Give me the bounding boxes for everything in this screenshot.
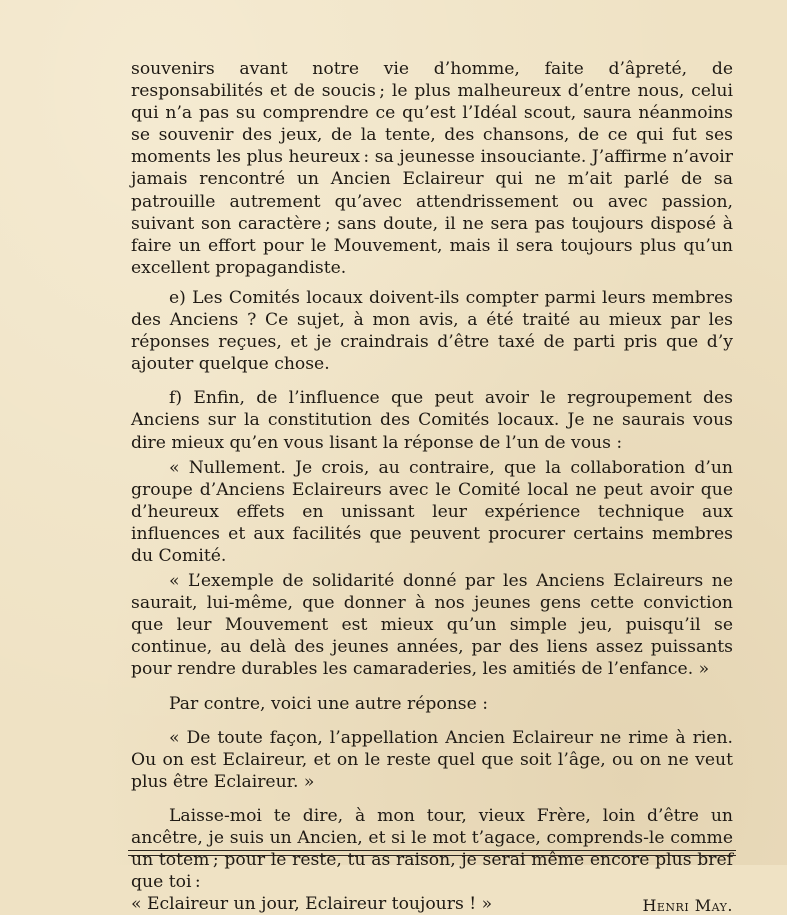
paragraph-e-comites-locaux: e) Les Comités locaux doivent-ils compter parmi leurs membres des Anciens ? Ce sujet, à mon avis, a été traité au mieux par les réponses reçues, et je craindrais d’être taxé de parti pris que d’y ajouter quelque chose. <box>131 287 733 375</box>
quote-nullement: « Nullement. Je crois, au contraire, que la collaboration d’un groupe d’Anciens Eclaireurs avec le Comité local ne peut avoir que d’heureux effets en unissant leur expérience technique aux influences et aux facilités que peuvent procurer certains membres du Comité. <box>131 457 733 566</box>
quote-exemple-solidarite: « L’exemple de solidarité donné par les Anciens Eclaireurs ne saurait, lui-même, que donner à nos jeunes gens cette conviction que leur Mouvement est mieux qu’un simple jeu, puisqu’il se continue, au delà des jeunes années, par des liens assez puissants pour rendre durables les camaraderies, les amitiés de l’enfance. » <box>131 571 733 680</box>
author-signature: Henri May. <box>642 896 733 915</box>
paragraph-par-contre: Par contre, voici une autre réponse : <box>169 693 489 714</box>
paragraph-souvenirs: souvenirs avant notre vie d’homme, faite d’âpreté, de responsabilités et de soucis ; le plus malheureux d’entre nous, celui qui n’a pas su comprendre ce qu’est l’Idéal scout, saura néanmoins se souvenir des jeux, de la tente, des chansons, de ce qui fut ses moments les plus heureux : sa jeunesse insouciante. J’affirme n’avoir jamais rencontré un Ancien Eclaireur qui ne m’ait parlé de sa patrouille autrement qu’avec attendrissement ou avec passion, suivant son caractère ; sans doute, il ne sera pas toujours disposé à faire un effort pour le Mouvement, mais il sera toujours plus qu’un excellent propagandiste. <box>131 59 733 278</box>
bottom-rule-bottom <box>128 855 736 856</box>
paragraph-laisse-moi: Laisse-moi te dire, à mon tour, vieux Frère, loin d’être un ancêtre, je suis un Ancien, et si le mot t’agace, comprends-le comme un totem ; pour le reste, tu as raison, je serai même encore plus bref que toi : <box>131 805 733 893</box>
quote-appellation: « De toute façon, l’appellation Ancien Eclaireur ne rime à rien. Ou on est Eclaireur, et on le reste quel que soit l’âge, ou on ne veut plus être Eclaireur. » <box>131 727 733 792</box>
paragraph-f-influence: f) Enfin, de l’influence que peut avoir le regroupement des Anciens sur la constitution des Comités locaux. Je ne saurais vous dire mieux qu’en vous lisant la réponse de l’un de vous : <box>131 388 733 453</box>
article-body <box>131 58 733 915</box>
closing-line <box>131 893 733 915</box>
bottom-rule-top <box>128 850 736 851</box>
closing-motto: « Eclaireur un jour, Eclaireur toujours ! » <box>131 894 493 915</box>
